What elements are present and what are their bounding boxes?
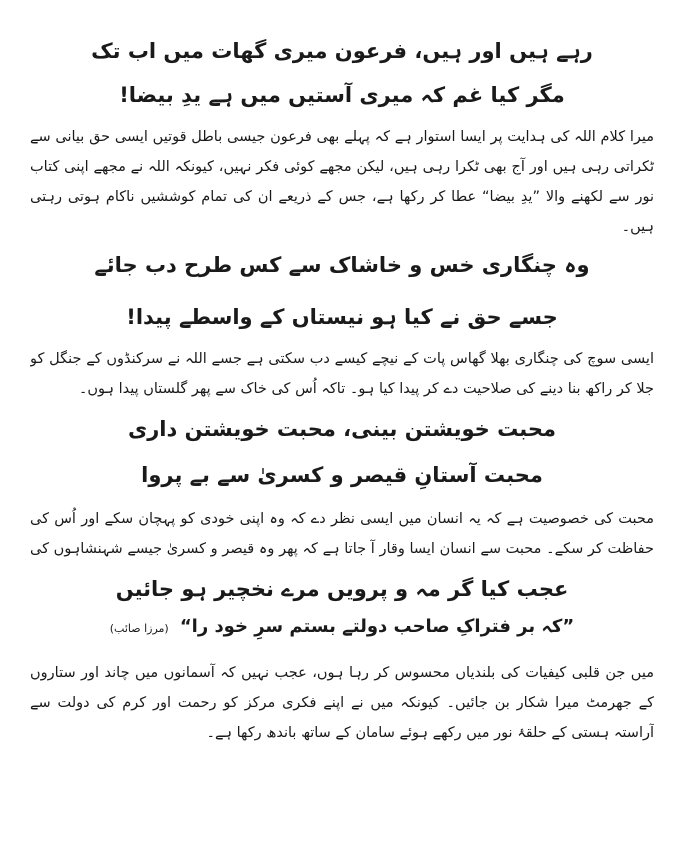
explanation-paragraph-4: میں جن قلبی کیفیات کی بلندیاں محسوس کر رہا ہوں، عجب نہیں کہ آسمانوں میں چاند اور ستاروں کے جھرمٹ میرا شکار بن جائیں۔ کیونکہ میں نے اپنے فکری مرکز کو رحمت اور کرم کی دولت سے آراستہ ہستی کے حلقۂ نور میں رکھے ہوئے سامان کے ساتھ باندھ رکھا ہے۔	[30, 665, 654, 741]
verse-7: عجب کیا گر مہ و پرویں مرے نخچیر ہو جائیں	[115, 577, 569, 601]
explanation-paragraph-2: ایسی سوچ کی چنگاری بھلا گھاس پات کے نیچے کیسے دب سکتی ہے جسے اللہ نے سرکنڈوں کے جنگل کو جلا کر راکھ بنا دینے کی صلاحیت دے کر پیدا کیا ہو۔ تاکہ اُس کی خاک سے پھر گلستاں پیدا ہوں۔	[30, 351, 654, 397]
verse-1: رہے ہیں اور ہیں، فرعون میری گھات میں اب تک	[91, 39, 593, 63]
poet-attribution: (مرزا صائب)	[109, 622, 169, 635]
explanation-paragraph-1: میرا کلام اللہ کی ہدایت پر ایسا استوار ہے کہ پہلے بھی فرعون جیسی باطل قوتیں ایسی حق بیانی سے ٹکراتی رہی ہیں اور آج بھی ٹکرا رہی ہیں، لیکن مجھے کوئی فکر نہیں، کیونکہ اللہ نے مجھے اپنی کتاب نور سے لکھنے والا ”یدِ بیضا“ عطا کر رکھا ہے، جس کے ذریعے ان کی تمام کوششیں ناکام ہوتی رہتی ہیں۔	[30, 129, 654, 235]
verse-4: جسے حق نے کیا ہو نیستاں کے واسطے پیدا!	[126, 305, 558, 329]
quoted-verse-line	[30, 610, 654, 646]
explanation-paragraph-3: محبت کی خصوصیت ہے کہ یہ انسان میں ایسی نظر دے کہ وہ اپنی خودی کو پہچان سکے اور اُس کی حفاظت کر سکے۔ محبت سے انسان ایسا وقار آ جاتا ہے کہ پھر وہ قیصر و کسریٰ جیسے شہنشاہوں کی	[30, 511, 654, 557]
verse-3: وہ چنگاری خس و خاشاک سے کس طرح دب جائے	[94, 253, 590, 277]
verse-5: محبت خویشتن بینی، محبت خویشتن داری	[127, 417, 557, 441]
quoted-verse: ”کہ بر فتراکِ صاحب دولتے بستم سرِ خود را“	[179, 616, 575, 637]
verse-6: محبت آستانِ قیصر و کسریٰ سے بے پروا	[141, 463, 543, 487]
verse-2: مگر کیا غم کہ میری آستیں میں ہے یدِ بیضا!	[119, 83, 565, 107]
